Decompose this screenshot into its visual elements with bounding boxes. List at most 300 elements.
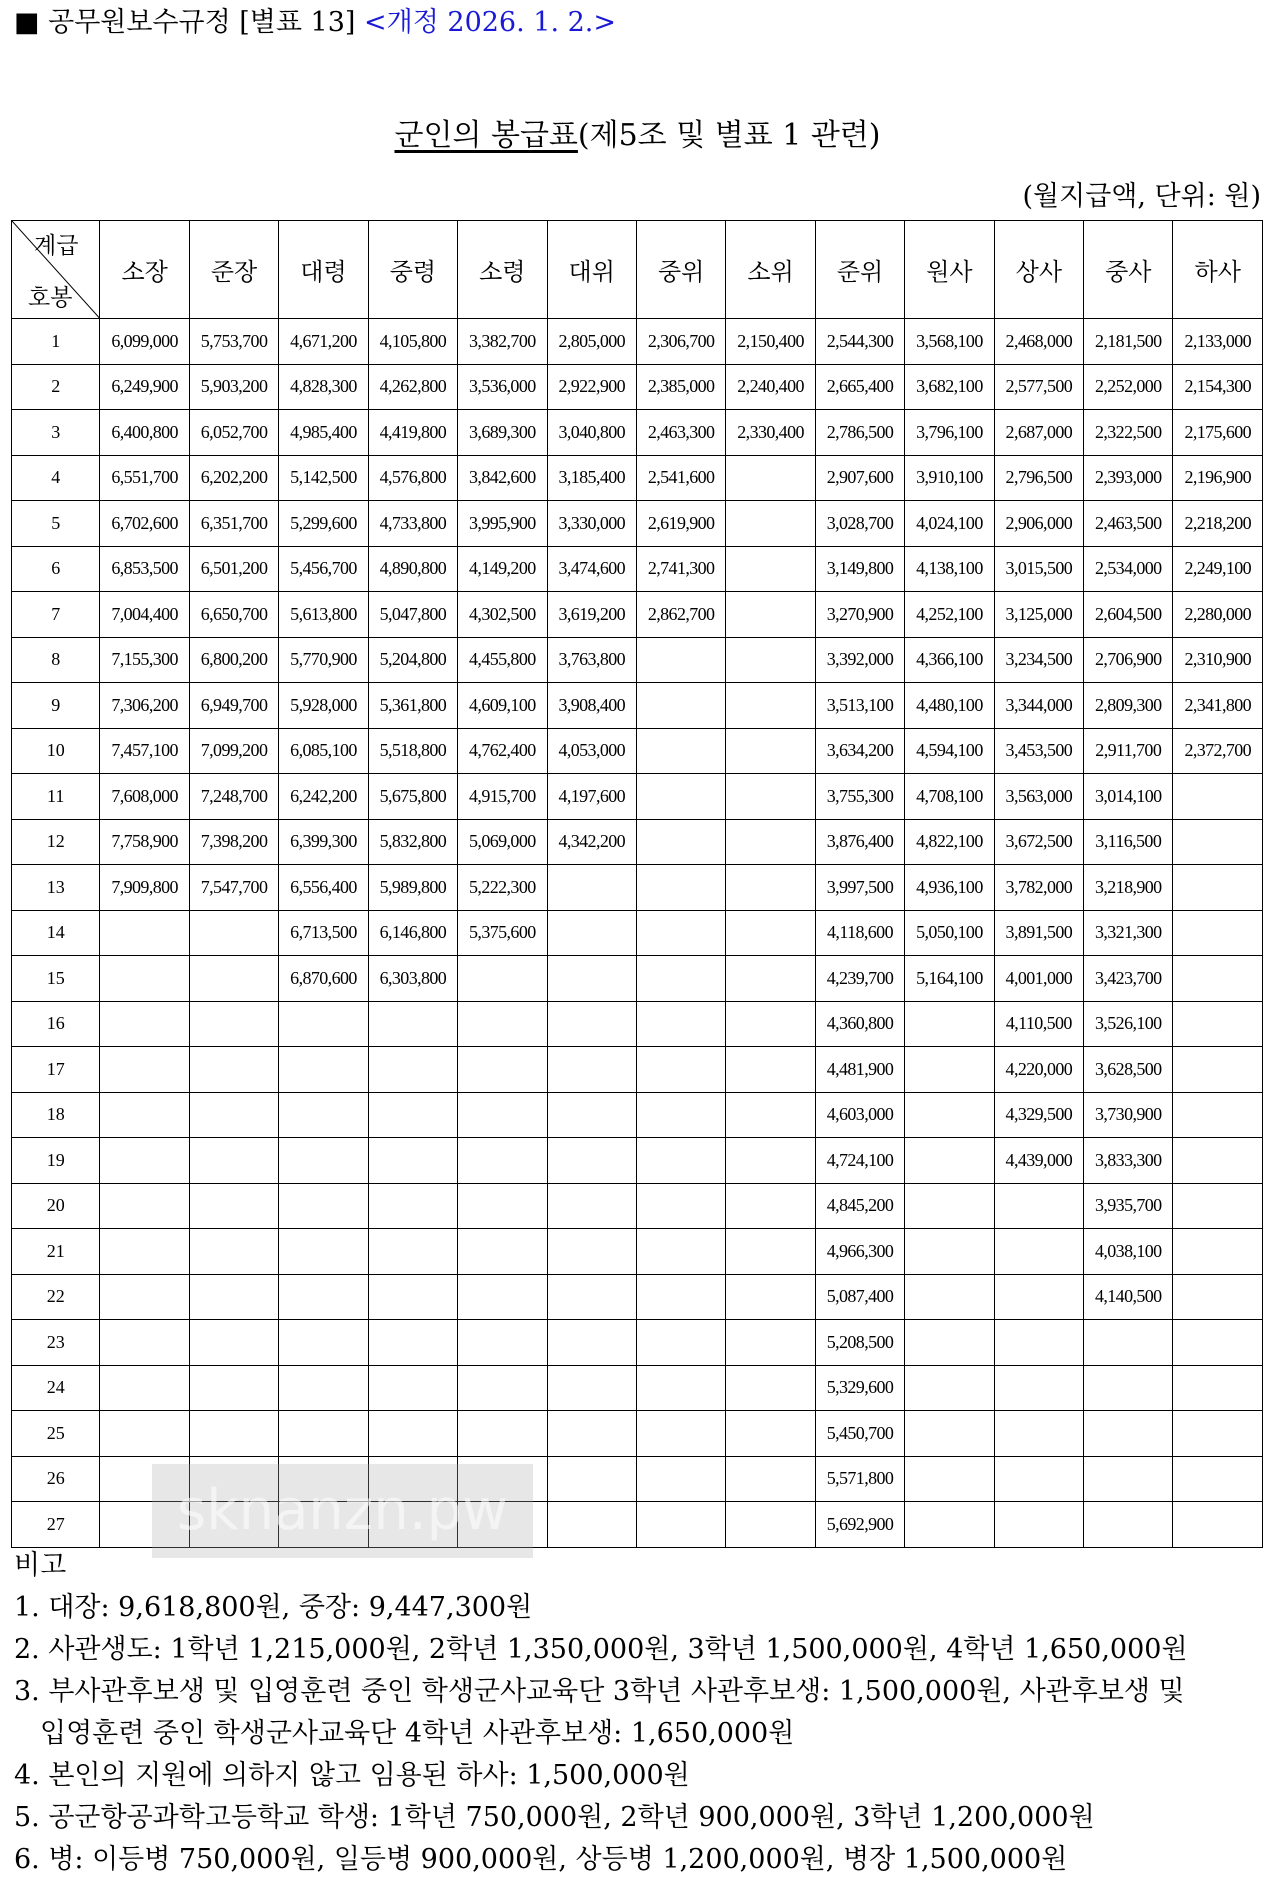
salary-cell: 5,613,800	[279, 592, 368, 638]
remark-item-1: 1. 대장: 9,618,800원, 중장: 9,447,300원	[14, 1592, 533, 1623]
step-cell: 3	[12, 410, 100, 456]
salary-cell: 3,015,500	[994, 546, 1083, 592]
salary-cell	[458, 1229, 547, 1275]
salary-cell: 4,105,800	[368, 319, 457, 365]
salary-cell: 5,903,200	[189, 364, 278, 410]
salary-cell	[458, 1274, 547, 1320]
salary-cell: 6,949,700	[189, 683, 278, 729]
salary-cell	[726, 728, 815, 774]
salary-cell	[100, 1138, 189, 1184]
salary-cell	[547, 1047, 636, 1093]
step-cell: 11	[12, 774, 100, 820]
salary-cell: 6,351,700	[189, 501, 278, 547]
salary-cell	[994, 1274, 1083, 1320]
salary-cell	[636, 1001, 725, 1047]
salary-cell	[189, 1138, 278, 1184]
salary-cell	[368, 1274, 457, 1320]
salary-cell: 3,382,700	[458, 319, 547, 365]
salary-cell: 2,907,600	[815, 455, 904, 501]
salary-cell: 3,125,000	[994, 592, 1083, 638]
salary-cell: 4,576,800	[368, 455, 457, 501]
salary-cell: 4,302,500	[458, 592, 547, 638]
salary-cell: 4,262,800	[368, 364, 457, 410]
salary-cell: 5,450,700	[815, 1411, 904, 1457]
salary-cell: 2,310,900	[1173, 637, 1263, 683]
salary-cell: 3,672,500	[994, 819, 1083, 865]
salary-cell: 4,966,300	[815, 1229, 904, 1275]
salary-cell: 3,763,800	[547, 637, 636, 683]
salary-cell: 4,936,100	[905, 865, 994, 911]
salary-cell: 4,110,500	[994, 1001, 1083, 1047]
salary-cell	[1173, 819, 1263, 865]
step-cell: 19	[12, 1138, 100, 1184]
salary-cell	[726, 956, 815, 1002]
salary-cell	[636, 637, 725, 683]
step-cell: 15	[12, 956, 100, 1002]
salary-cell: 5,050,100	[905, 910, 994, 956]
salary-cell: 3,619,200	[547, 592, 636, 638]
salary-cell	[636, 1183, 725, 1229]
table-row	[12, 364, 1263, 410]
salary-cell	[279, 1274, 368, 1320]
salary-cell	[726, 1456, 815, 1502]
salary-cell: 2,322,500	[1084, 410, 1173, 456]
salary-cell	[279, 1183, 368, 1229]
salary-cell: 3,234,500	[994, 637, 1083, 683]
salary-cell: 2,181,500	[1084, 319, 1173, 365]
salary-cell: 6,870,600	[279, 956, 368, 1002]
salary-cell	[994, 1502, 1083, 1548]
salary-cell: 6,650,700	[189, 592, 278, 638]
remark-item-4: 4. 본인의 지원에 의하지 않고 임용된 하사: 1,500,000원	[14, 1760, 690, 1791]
salary-cell: 4,481,900	[815, 1047, 904, 1093]
salary-cell	[726, 637, 815, 683]
salary-cell	[726, 1502, 815, 1548]
salary-cell	[994, 1320, 1083, 1366]
step-cell: 8	[12, 637, 100, 683]
salary-cell	[189, 910, 278, 956]
table-row	[12, 774, 1263, 820]
salary-cell	[1173, 1138, 1263, 1184]
step-cell: 22	[12, 1274, 100, 1320]
salary-cell: 2,196,900	[1173, 455, 1263, 501]
salary-cell	[279, 1229, 368, 1275]
salary-cell: 3,218,900	[1084, 865, 1173, 911]
salary-cell: 3,833,300	[1084, 1138, 1173, 1184]
step-cell: 16	[12, 1001, 100, 1047]
corner-header	[12, 221, 100, 319]
salary-cell	[726, 455, 815, 501]
salary-cell: 5,456,700	[279, 546, 368, 592]
salary-cell	[726, 1229, 815, 1275]
salary-cell	[1173, 1456, 1263, 1502]
salary-cell	[189, 956, 278, 1002]
salary-cell: 3,526,100	[1084, 1001, 1173, 1047]
salary-cell: 3,270,900	[815, 592, 904, 638]
salary-cell	[636, 910, 725, 956]
table-row	[12, 455, 1263, 501]
salary-cell	[726, 1138, 815, 1184]
salary-cell: 2,665,400	[815, 364, 904, 410]
salary-cell: 3,796,100	[905, 410, 994, 456]
salary-cell: 5,164,100	[905, 956, 994, 1002]
salary-cell: 4,118,600	[815, 910, 904, 956]
salary-cell	[1173, 1092, 1263, 1138]
salary-cell	[1084, 1365, 1173, 1411]
salary-cell: 3,782,000	[994, 865, 1083, 911]
salary-cell: 2,534,000	[1084, 546, 1173, 592]
table-row	[12, 1183, 1263, 1229]
salary-cell: 6,800,200	[189, 637, 278, 683]
salary-cell: 6,551,700	[100, 455, 189, 501]
salary-cell	[726, 1183, 815, 1229]
step-cell: 26	[12, 1456, 100, 1502]
salary-cell: 6,099,000	[100, 319, 189, 365]
salary-cell: 3,149,800	[815, 546, 904, 592]
salary-cell: 7,248,700	[189, 774, 278, 820]
salary-cell: 5,518,800	[368, 728, 457, 774]
salary-cell	[1173, 910, 1263, 956]
table-row	[12, 956, 1263, 1002]
salary-cell: 7,306,200	[100, 683, 189, 729]
salary-cell: 2,541,600	[636, 455, 725, 501]
salary-cell: 2,687,000	[994, 410, 1083, 456]
salary-cell: 4,419,800	[368, 410, 457, 456]
salary-cell: 4,594,100	[905, 728, 994, 774]
salary-cell: 3,842,600	[458, 455, 547, 501]
salary-cell	[547, 1092, 636, 1138]
salary-cell: 4,828,300	[279, 364, 368, 410]
salary-cell	[636, 1229, 725, 1275]
salary-cell: 5,770,900	[279, 637, 368, 683]
bullet-square: ■	[14, 7, 40, 38]
salary-cell: 3,876,400	[815, 819, 904, 865]
amendment-note: <개정 2026. 1. 2.>	[364, 7, 617, 38]
salary-cell: 2,249,100	[1173, 546, 1263, 592]
salary-cell	[368, 1320, 457, 1366]
salary-cell: 4,708,100	[905, 774, 994, 820]
salary-cell	[1173, 865, 1263, 911]
salary-cell	[100, 910, 189, 956]
salary-cell	[458, 1320, 547, 1366]
salary-cell: 5,989,800	[368, 865, 457, 911]
salary-cell: 3,474,600	[547, 546, 636, 592]
salary-cell	[1173, 1001, 1263, 1047]
salary-cell	[994, 1229, 1083, 1275]
salary-cell	[636, 1047, 725, 1093]
salary-cell: 2,154,300	[1173, 364, 1263, 410]
salary-cell	[458, 1092, 547, 1138]
rank-header: 중위	[636, 221, 725, 319]
salary-cell: 4,890,800	[368, 546, 457, 592]
salary-cell	[547, 1320, 636, 1366]
salary-cell	[636, 1092, 725, 1138]
salary-cell: 3,040,800	[547, 410, 636, 456]
salary-cell	[547, 1365, 636, 1411]
salary-cell: 2,218,200	[1173, 501, 1263, 547]
salary-cell: 4,439,000	[994, 1138, 1083, 1184]
salary-cell: 2,393,000	[1084, 455, 1173, 501]
salary-cell: 3,185,400	[547, 455, 636, 501]
salary-cell: 3,453,500	[994, 728, 1083, 774]
salary-cell	[100, 1001, 189, 1047]
salary-cell	[905, 1456, 994, 1502]
salary-cell	[726, 1092, 815, 1138]
salary-cell	[279, 1365, 368, 1411]
salary-cell	[636, 774, 725, 820]
salary-cell	[905, 1001, 994, 1047]
salary-cell: 2,922,900	[547, 364, 636, 410]
salary-cell	[189, 1274, 278, 1320]
salary-cell: 4,239,700	[815, 956, 904, 1002]
salary-cell: 6,052,700	[189, 410, 278, 456]
salary-cell	[279, 1047, 368, 1093]
rank-header: 대령	[279, 221, 368, 319]
salary-cell	[994, 1365, 1083, 1411]
salary-cell: 5,832,800	[368, 819, 457, 865]
salary-cell: 2,330,400	[726, 410, 815, 456]
salary-cell	[189, 1047, 278, 1093]
salary-cell	[636, 1411, 725, 1457]
salary-cell: 2,341,800	[1173, 683, 1263, 729]
salary-cell	[458, 1047, 547, 1093]
salary-cell	[189, 1229, 278, 1275]
remark-item-2: 2. 사관생도: 1학년 1,215,000원, 2학년 1,350,000원, 3학년 1,500,000원, 4학년 1,650,000원	[14, 1634, 1188, 1665]
step-cell: 27	[12, 1502, 100, 1548]
salary-cell	[726, 1320, 815, 1366]
step-cell: 20	[12, 1183, 100, 1229]
salary-cell: 2,463,300	[636, 410, 725, 456]
salary-cell	[905, 1274, 994, 1320]
rank-header: 중령	[368, 221, 457, 319]
salary-cell	[636, 1274, 725, 1320]
salary-cell: 4,915,700	[458, 774, 547, 820]
corner-rank-label: 계급	[34, 233, 79, 258]
salary-cell: 6,085,100	[279, 728, 368, 774]
salary-cell: 6,713,500	[279, 910, 368, 956]
salary-cell	[189, 1365, 278, 1411]
salary-cell	[547, 1502, 636, 1548]
title-rest: (제5조 및 별표 1 관련)	[577, 118, 881, 153]
salary-cell: 4,220,000	[994, 1047, 1083, 1093]
salary-cell	[905, 1138, 994, 1184]
step-cell: 18	[12, 1092, 100, 1138]
watermark: sknanzn.pw	[152, 1464, 533, 1558]
salary-cell: 4,733,800	[368, 501, 457, 547]
salary-cell: 5,222,300	[458, 865, 547, 911]
salary-cell	[905, 1320, 994, 1366]
salary-cell	[726, 592, 815, 638]
salary-cell: 7,457,100	[100, 728, 189, 774]
table-row	[12, 683, 1263, 729]
salary-cell	[279, 1138, 368, 1184]
salary-cell	[1173, 1365, 1263, 1411]
salary-cell	[1173, 1229, 1263, 1275]
salary-cell: 3,891,500	[994, 910, 1083, 956]
salary-cell	[726, 1001, 815, 1047]
title-underlined: 군인의 봉급표	[394, 118, 578, 153]
salary-cell	[279, 1320, 368, 1366]
salary-cell: 2,619,900	[636, 501, 725, 547]
salary-cell	[547, 1411, 636, 1457]
salary-cell	[905, 1047, 994, 1093]
salary-cell: 3,513,100	[815, 683, 904, 729]
salary-cell	[636, 728, 725, 774]
salary-cell	[458, 1183, 547, 1229]
salary-cell	[100, 1047, 189, 1093]
table-row	[12, 637, 1263, 683]
step-cell: 6	[12, 546, 100, 592]
salary-cell: 3,344,000	[994, 683, 1083, 729]
salary-cell: 4,342,200	[547, 819, 636, 865]
salary-cell	[458, 956, 547, 1002]
salary-cell: 4,140,500	[1084, 1274, 1173, 1320]
remarks-heading: 비고	[14, 1550, 67, 1581]
step-cell: 12	[12, 819, 100, 865]
salary-cell: 2,577,500	[994, 364, 1083, 410]
salary-cell	[905, 1229, 994, 1275]
salary-cell	[100, 1365, 189, 1411]
salary-cell: 2,150,400	[726, 319, 815, 365]
salary-cell	[100, 1229, 189, 1275]
salary-cell: 2,862,700	[636, 592, 725, 638]
step-cell: 13	[12, 865, 100, 911]
header-row	[12, 221, 1263, 319]
salary-cell: 4,138,100	[905, 546, 994, 592]
salary-cell: 6,400,800	[100, 410, 189, 456]
salary-cell	[100, 1092, 189, 1138]
salary-cell	[547, 1456, 636, 1502]
rank-header: 상사	[994, 221, 1083, 319]
salary-cell: 2,809,300	[1084, 683, 1173, 729]
salary-cell: 5,299,600	[279, 501, 368, 547]
salary-cell	[189, 1001, 278, 1047]
step-cell: 2	[12, 364, 100, 410]
salary-cell: 5,208,500	[815, 1320, 904, 1366]
salary-cell: 2,544,300	[815, 319, 904, 365]
salary-cell: 5,375,600	[458, 910, 547, 956]
salary-cell	[726, 774, 815, 820]
salary-cell: 6,702,600	[100, 501, 189, 547]
salary-cell	[547, 1183, 636, 1229]
step-cell: 10	[12, 728, 100, 774]
salary-cell	[636, 1502, 725, 1548]
salary-cell	[368, 1092, 457, 1138]
salary-cell: 2,706,900	[1084, 637, 1173, 683]
salary-cell	[547, 1001, 636, 1047]
salary-cell	[1084, 1456, 1173, 1502]
step-cell: 21	[12, 1229, 100, 1275]
salary-cell	[1173, 1411, 1263, 1457]
salary-cell	[458, 1001, 547, 1047]
salary-cell	[1173, 1047, 1263, 1093]
salary-cell	[100, 1274, 189, 1320]
salary-cell	[547, 910, 636, 956]
salary-cell: 2,175,600	[1173, 410, 1263, 456]
salary-cell	[726, 910, 815, 956]
salary-cell	[368, 1047, 457, 1093]
salary-cell: 6,242,200	[279, 774, 368, 820]
salary-cell: 2,786,500	[815, 410, 904, 456]
rank-header: 준장	[189, 221, 278, 319]
salary-cell	[636, 1320, 725, 1366]
salary-cell: 2,796,500	[994, 455, 1083, 501]
salary-cell	[368, 1001, 457, 1047]
salary-cell: 2,468,000	[994, 319, 1083, 365]
salary-cell: 4,252,100	[905, 592, 994, 638]
salary-cell	[458, 1138, 547, 1184]
step-cell: 25	[12, 1411, 100, 1457]
salary-cell	[726, 865, 815, 911]
remarks-section	[14, 1545, 1269, 1881]
salary-cell	[1084, 1411, 1173, 1457]
salary-cell	[636, 865, 725, 911]
salary-cell: 4,038,100	[1084, 1229, 1173, 1275]
salary-cell: 3,568,100	[905, 319, 994, 365]
step-cell: 17	[12, 1047, 100, 1093]
salary-cell: 7,758,900	[100, 819, 189, 865]
salary-cell: 4,366,100	[905, 637, 994, 683]
table-row	[12, 1274, 1263, 1320]
salary-cell: 5,753,700	[189, 319, 278, 365]
step-cell: 9	[12, 683, 100, 729]
salary-cell: 3,682,100	[905, 364, 994, 410]
salary-cell	[1173, 774, 1263, 820]
salary-cell: 3,028,700	[815, 501, 904, 547]
salary-cell: 2,463,500	[1084, 501, 1173, 547]
salary-table-body	[12, 319, 1263, 1548]
rank-header: 준위	[815, 221, 904, 319]
salary-cell	[905, 1502, 994, 1548]
salary-cell: 6,202,200	[189, 455, 278, 501]
remark-item-5: 5. 공군항공과학고등학교 학생: 1학년 750,000원, 2학년 900,000원, 3학년 1,200,000원	[14, 1802, 1095, 1833]
salary-cell: 3,730,900	[1084, 1092, 1173, 1138]
table-row	[12, 865, 1263, 911]
salary-cell: 2,911,700	[1084, 728, 1173, 774]
salary-cell: 3,908,400	[547, 683, 636, 729]
salary-cell: 3,689,300	[458, 410, 547, 456]
salary-cell	[1084, 1502, 1173, 1548]
salary-cell	[636, 1138, 725, 1184]
salary-cell: 5,692,900	[815, 1502, 904, 1548]
remark-item-6: 6. 병: 이등병 750,000원, 일등병 900,000원, 상등병 1,200,000원, 병장 1,500,000원	[14, 1844, 1068, 1875]
salary-cell	[368, 1183, 457, 1229]
salary-cell: 6,249,900	[100, 364, 189, 410]
salary-cell	[547, 1229, 636, 1275]
step-cell: 1	[12, 319, 100, 365]
rank-header: 중사	[1084, 221, 1173, 319]
salary-cell	[726, 1274, 815, 1320]
salary-cell: 5,087,400	[815, 1274, 904, 1320]
table-row	[12, 1365, 1263, 1411]
salary-cell: 5,928,000	[279, 683, 368, 729]
salary-cell	[905, 1092, 994, 1138]
salary-cell: 5,047,800	[368, 592, 457, 638]
salary-cell: 2,741,300	[636, 546, 725, 592]
salary-cell	[547, 956, 636, 1002]
salary-cell: 5,361,800	[368, 683, 457, 729]
table-row	[12, 319, 1263, 365]
salary-cell	[1173, 1183, 1263, 1229]
salary-cell: 2,133,000	[1173, 319, 1263, 365]
salary-cell: 5,069,000	[458, 819, 547, 865]
salary-cell	[189, 1092, 278, 1138]
rank-header: 소위	[726, 221, 815, 319]
salary-cell: 5,571,800	[815, 1456, 904, 1502]
salary-cell	[368, 1411, 457, 1457]
salary-cell	[636, 1456, 725, 1502]
table-row	[12, 819, 1263, 865]
